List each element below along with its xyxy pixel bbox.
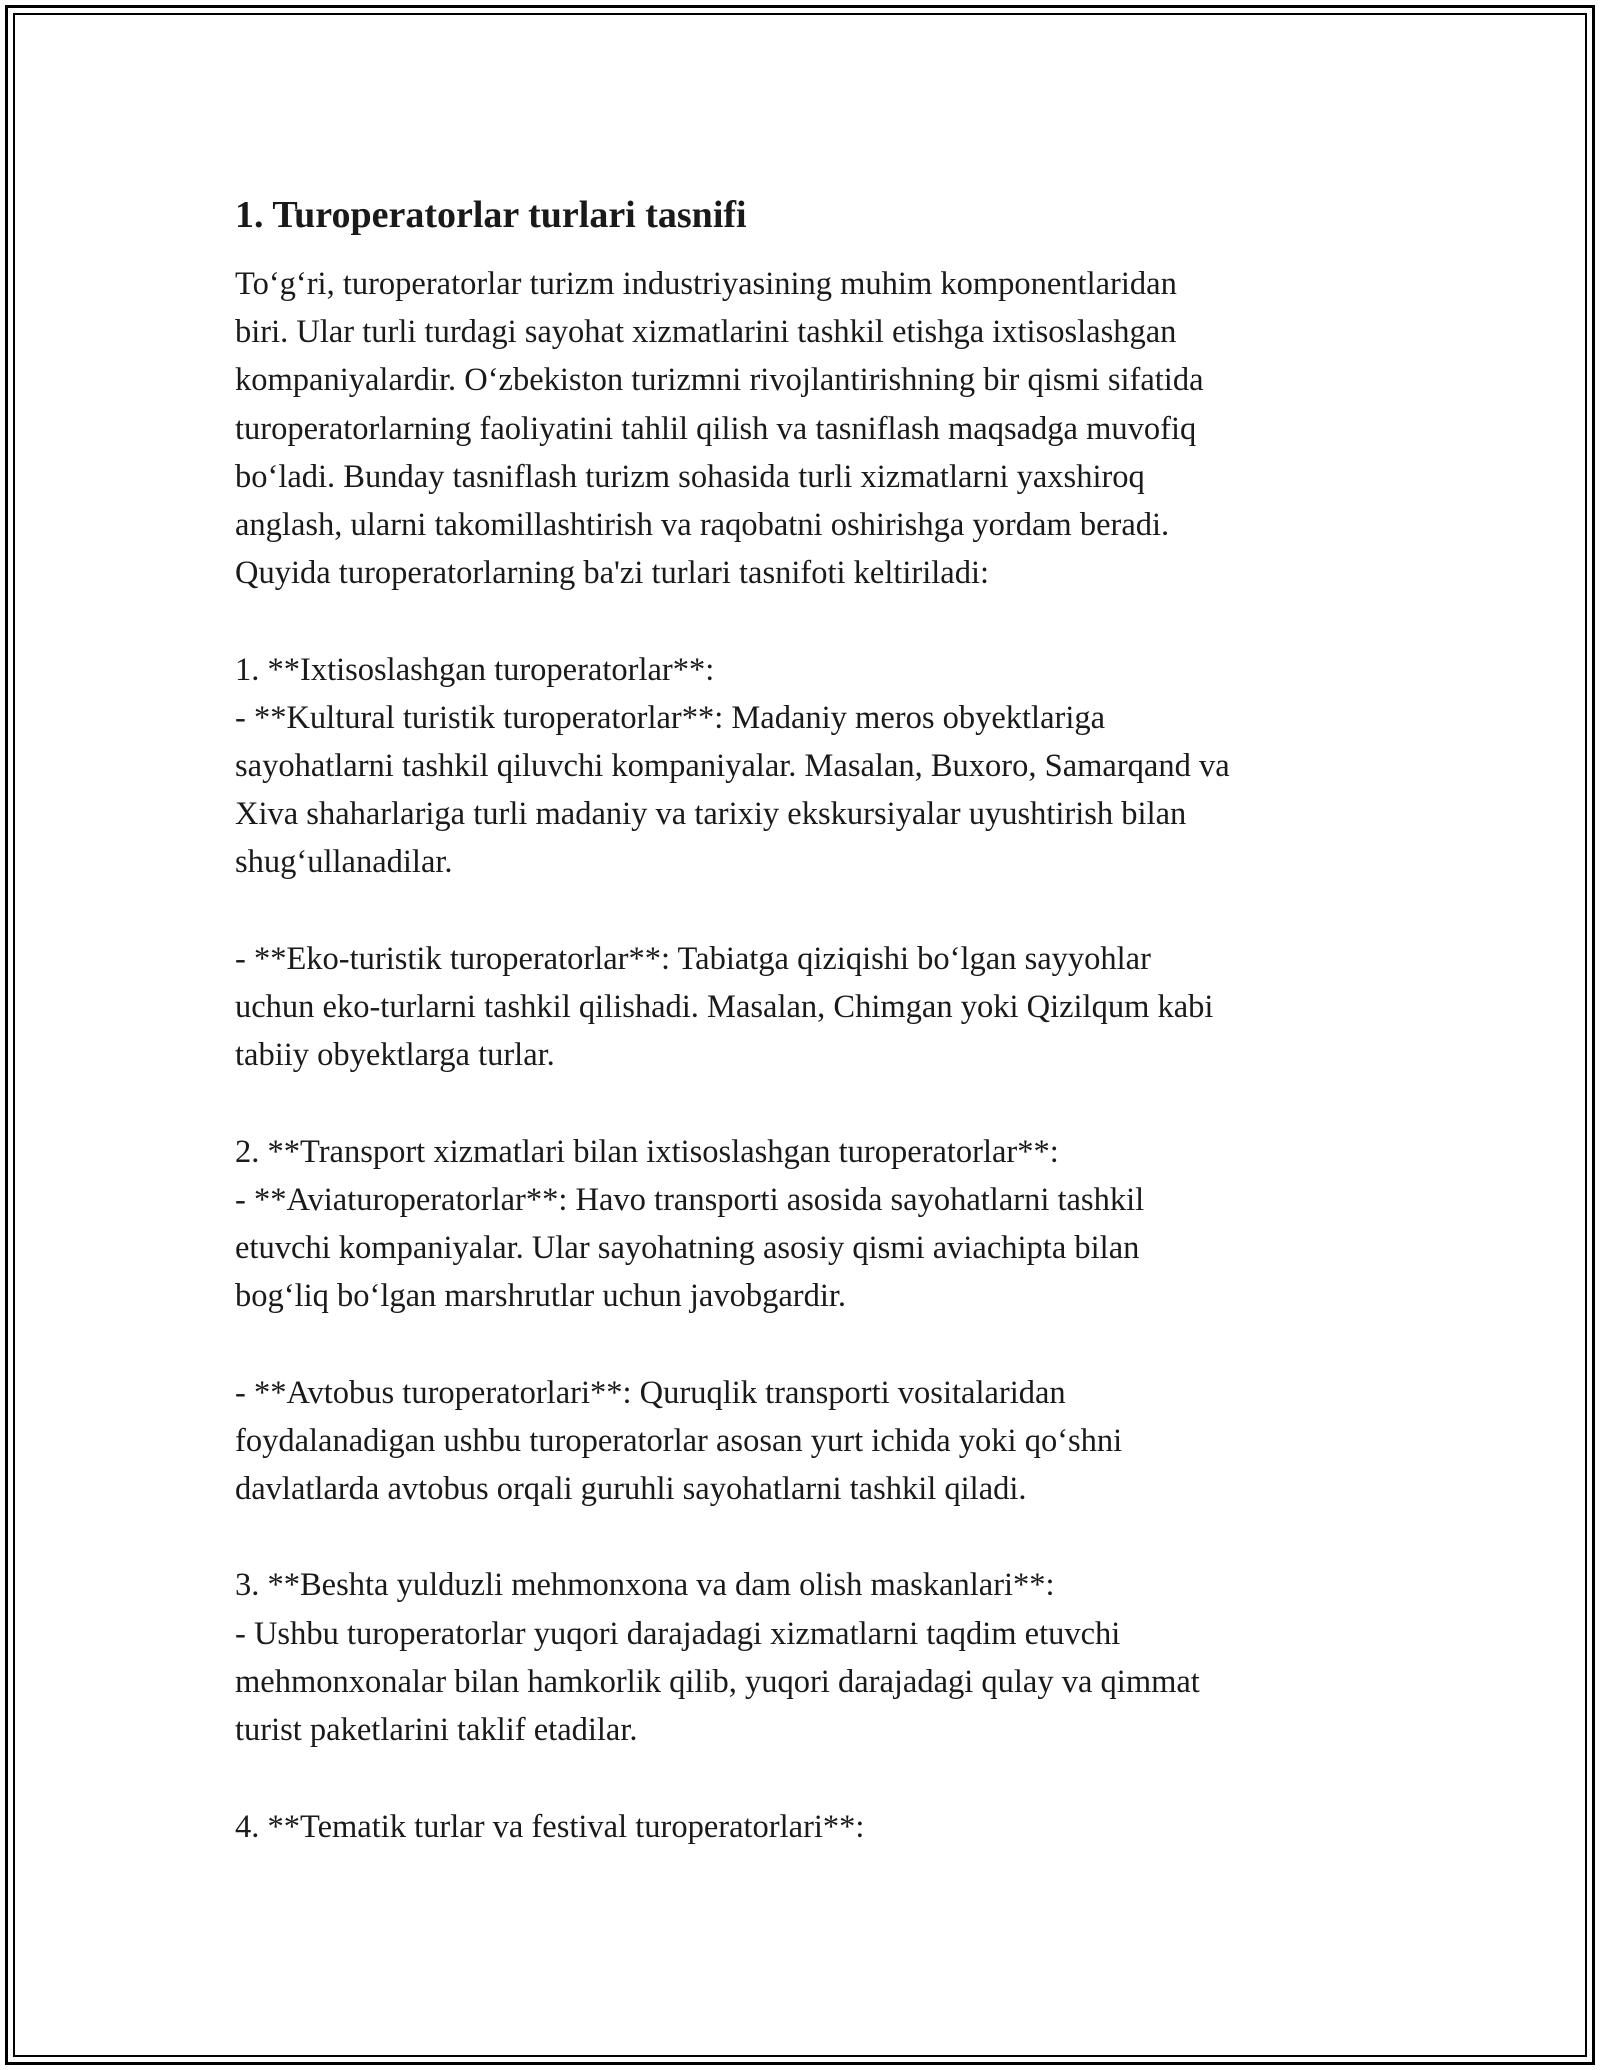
document-body: To‘g‘ri, turoperatorlar turizm industriyasining muhim komponentlaridan biri. Ular turli turdagi sayohat xizmatlarini tashkil etishga ixtisoslashgan kompaniyalardir. O‘zbekiston turizmni rivojlantirishning bir qismi sifatida turoperatorlarning faoliyatini tahlil qilish va tasniflash maqsadga muvofiq bo‘ladi. Bunday tasniflash turizm sohasida turli xizmatlarni yaxshiroq anglash, ularni takomillashtirish va raqobatni oshirishga yordam beradi. Quyida turoperatorlarning ba'zi turlari tasnifoti keltiriladi: 1. **Ixtisoslashgan turoperatorlar**: - **Kultural turistik turoperatorlar**: Madaniy meros obyektlariga sayohatlarni tashkil qiluvchi kompaniyalar. Masalan, Buxoro, Samarqand va Xiva shaharlariga turli madaniy va tarixiy ekskursiyalar uyushtirish bilan shug‘ullanadilar. - **Eko-turistik turoperatorlar**: Tabiatga qiziqishi bo‘lgan sayyohlar uchun eko-turlarni tashkil qilishadi. Masalan, Chimgan yoki Qizilqum kabi tabiiy obyektlarga turlar. 2. **Transport xizmatlari bilan ixtisoslashgan turoperatorlar**: - **Aviaturoperatorlar**: Havo transporti asosida sayohatlarni tashkil etuvchi kompaniyalar. Ular sayohatning asosiy qismi aviachipta bilan bog‘liq bo‘lgan marshrutlar uchun javobgardir. - **Avtobus turoperatorlari**: Quruqlik transporti vositalaridan foydalanadigan ushbu turoperatorlar asosan yurt ichida yoki qo‘shni davlatlarda avtobus orqali guruhli sayohatlarni tashkil qiladi. 3. **Beshta yulduzli mehmonxona va dam olish maskanlari**: - Ushbu turoperatorlar yuqori darajadagi xizmatlarni taqdim etuvchi mehmonxonalar bilan hamkorlik qilib, yuqori darajadagi qulay va qimmat turist paketlarini taklif etadilar. 4. **Tematik turlar va festival turoperatorlari**: (235, 266, 1230, 1845)
document-heading: 1. Turoperatorlar turlari tasnifi (235, 194, 747, 236)
document-page (235, 190, 1375, 1851)
